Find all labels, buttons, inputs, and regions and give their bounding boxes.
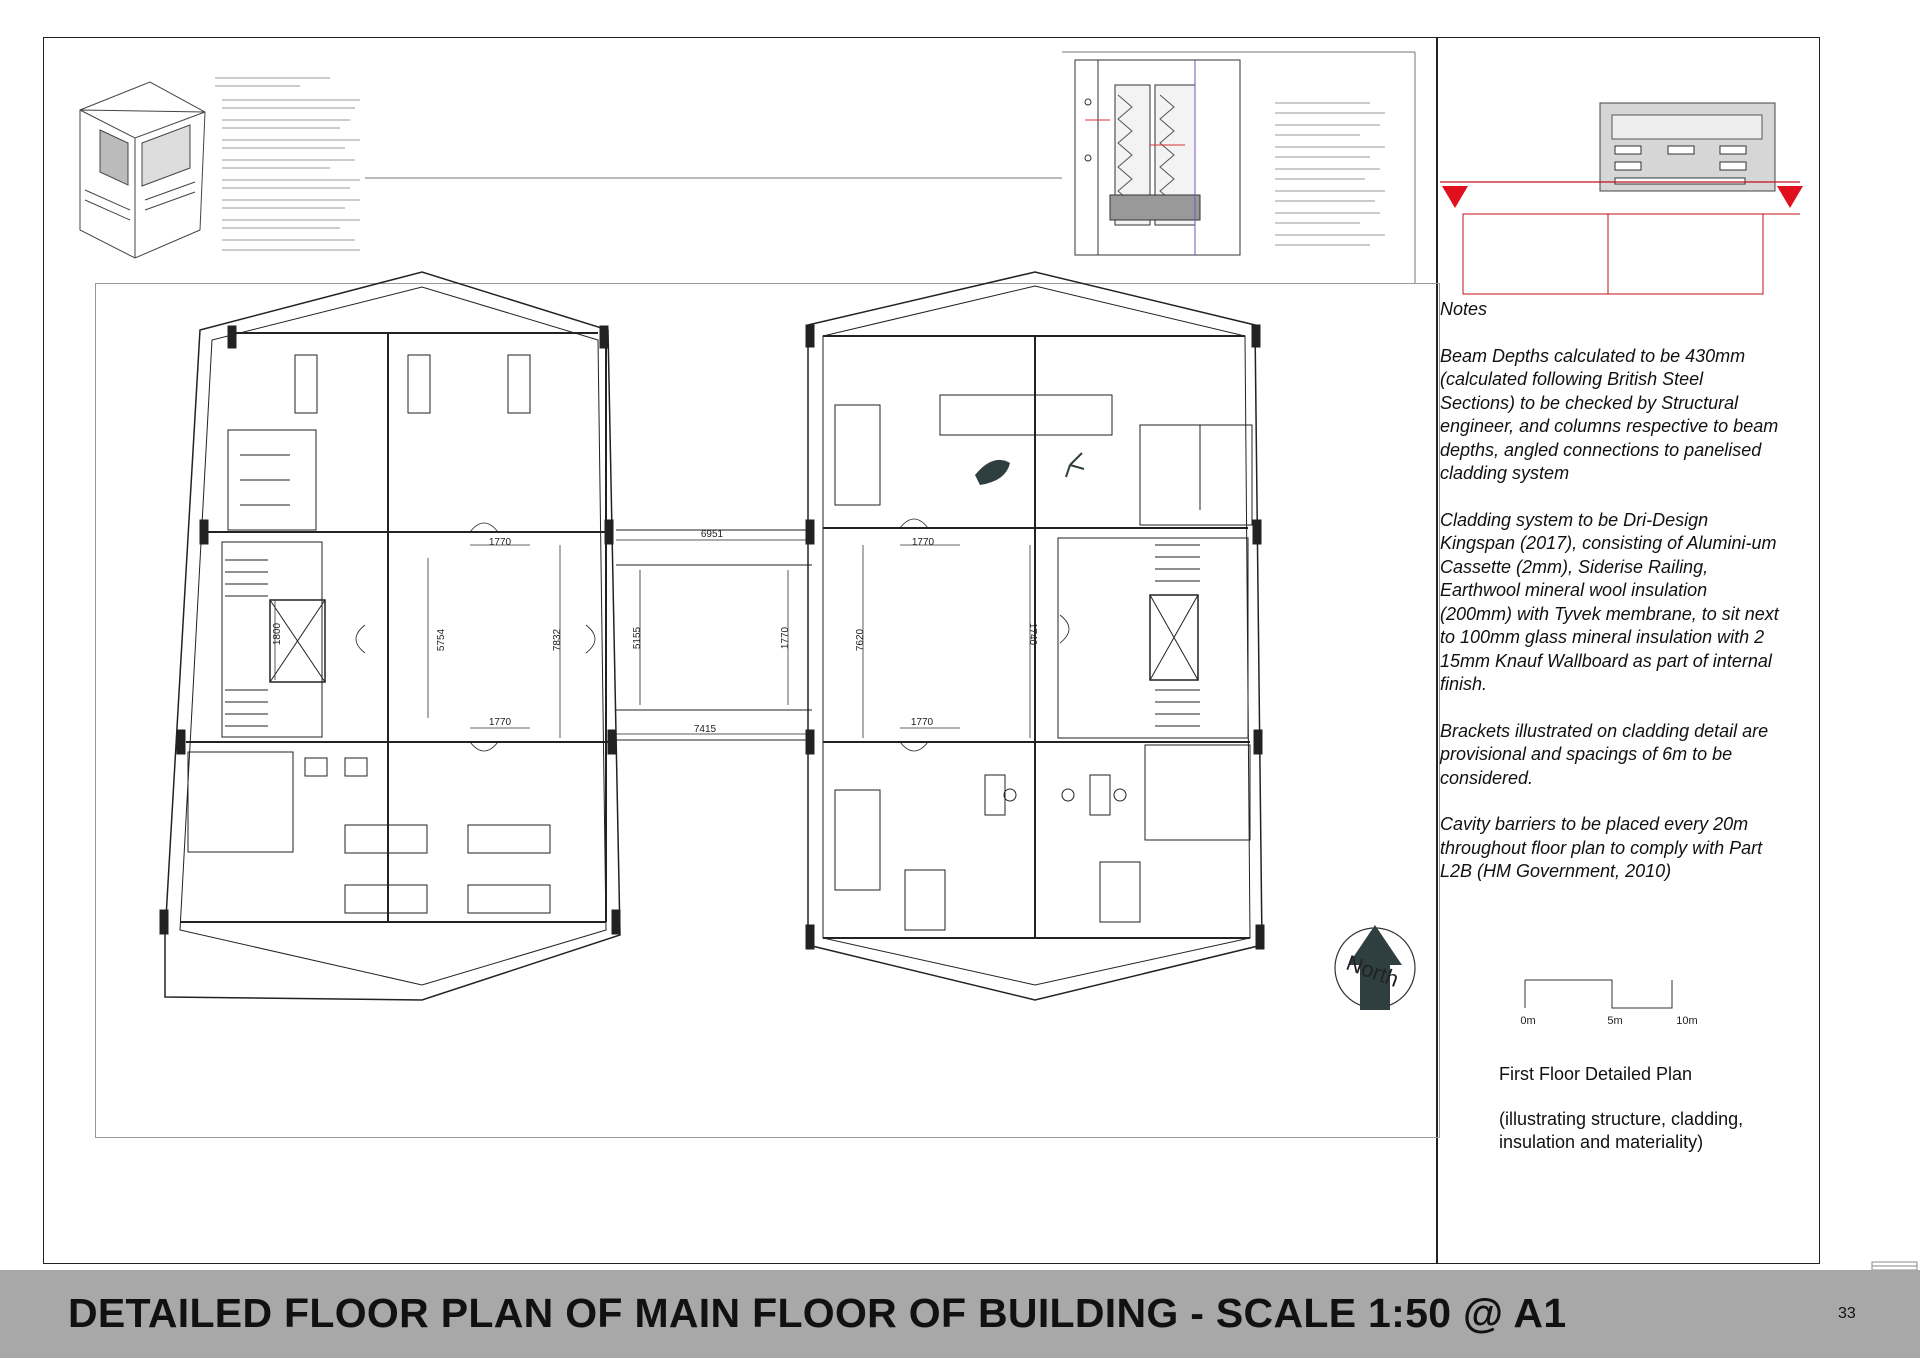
note-brackets: Brackets illustrated on cladding detail are provisional and spacings of 6m to be considered. <box>1440 720 1769 788</box>
dim-right-door-top: 1770 <box>911 537 935 548</box>
notes-heading: Notes <box>1440 299 1488 319</box>
dim-bridge-bottom: 7415 <box>693 724 717 735</box>
plant-icon <box>975 460 1010 485</box>
scale-label-0: 0m <box>1520 1015 1536 1027</box>
stacked-sheets-icon <box>1872 1262 1917 1270</box>
section-marker-left-icon <box>1442 186 1468 208</box>
note-cavity-barriers: Cavity barriers to be placed every 20m throughout floor plan to comply with Part L2B (HM Government, 2010) <box>1440 814 1763 881</box>
dim-right-room-depth: 7620 <box>855 628 866 652</box>
dim-bridge-depth: 5155 <box>632 626 643 650</box>
dim-left-door-top: 1770 <box>488 537 512 548</box>
sheet-title: DETAILED FLOOR PLAN OF MAIN FLOOR OF BUILDING - SCALE 1:50 @ A1 <box>68 1290 1567 1336</box>
dim-left-core: 1800 <box>272 622 283 646</box>
page-number: 33 <box>1838 1305 1856 1322</box>
caption-subtitle: (illustrating structure, cladding, insulation and materiality) <box>1499 1109 1744 1152</box>
dim-right-door-bottom: 1770 <box>910 717 934 728</box>
note-cladding-system: Cladding system to be Dri-Design Kingspan (2017), consisting of Alumini-um Cassette (2mm), Siderise Railing, Earthwool mineral wool insulation (200mm) with Tyvek membrane, to sit next to 100mm glass mineral insulation with 2 15mm Knauf Wallboard as part of internal finish. <box>1440 509 1779 694</box>
drawing-caption <box>1499 1063 1799 1154</box>
left-building-plan <box>160 272 620 1000</box>
dim-left-room-depth: 7832 <box>552 628 563 652</box>
key-elevation <box>1440 103 1800 294</box>
left-dimensions <box>275 545 560 738</box>
scale-bar <box>1525 980 1672 1008</box>
scale-label-10: 10m <box>1676 1015 1698 1027</box>
dim-left-room-height: 5754 <box>436 628 447 652</box>
sketch-handwritten-notes <box>215 78 360 250</box>
notes-panel <box>1440 298 1780 907</box>
plant-icon <box>1066 453 1084 477</box>
dim-right-core: 1740 <box>1027 622 1038 646</box>
right-dimensions <box>788 545 1030 738</box>
scale-label-5: 5m <box>1607 1015 1623 1027</box>
caption-title: First Floor Detailed Plan <box>1499 1064 1693 1084</box>
dim-bridge-top: 6951 <box>700 529 724 540</box>
detail-handwritten-notes <box>1275 103 1385 245</box>
north-arrow-label: North <box>1343 950 1403 992</box>
section-marker-right-icon <box>1777 186 1803 208</box>
isometric-cladding-sketch <box>80 82 205 258</box>
wall-section-detail-sketch <box>1075 60 1240 255</box>
dim-left-door-bottom: 1770 <box>488 717 512 728</box>
note-beam-depths: Beam Depths calculated to be 430mm (calculated following British Steel Sections) to be checked by Structural engineer, and columns respective to beam depths, angled connections to panelised cladding system <box>1440 345 1779 483</box>
dim-right-entry: 1770 <box>780 626 791 650</box>
